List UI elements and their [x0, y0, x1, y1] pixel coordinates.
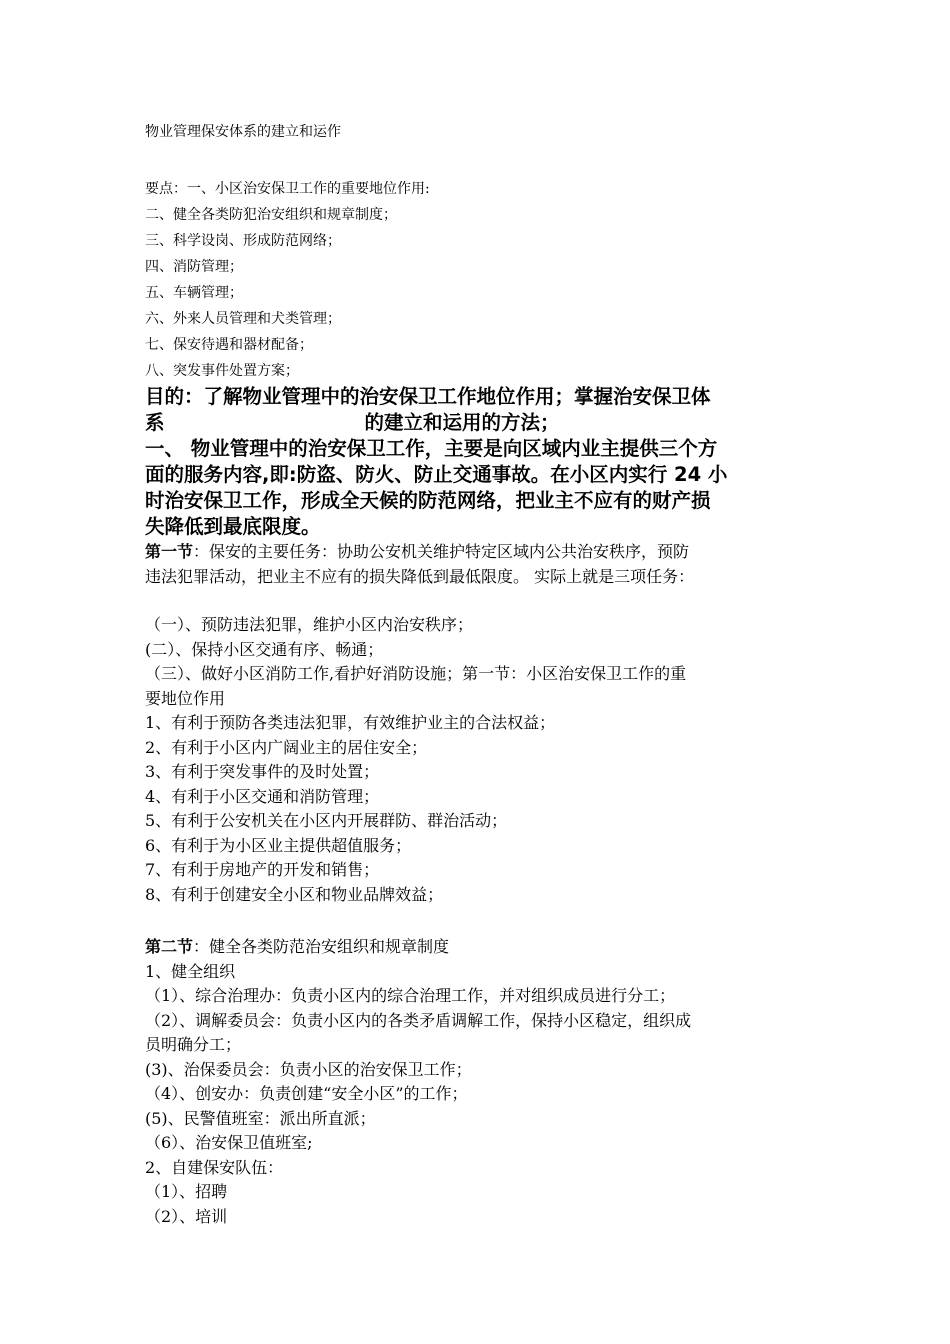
purpose-line: 目的：了解物业管理中的治安保卫工作地位作用；掌握治安保卫体: [145, 385, 711, 408]
key-point: 五、车辆管理；: [145, 285, 243, 301]
document-content: [145, 122, 810, 1229]
benefit-item: 6、有利于为小区业主提供超值服务；: [145, 835, 412, 855]
purpose-line-right: 的建立和运用的方法；: [364, 411, 560, 434]
section-1-line: 违法犯罪活动，把业主不应有的损失降低到最低限度。 实际上就是三项任务：: [145, 566, 695, 586]
purpose-paragraph: [145, 384, 810, 436]
section-2-label: 第二节: [145, 937, 194, 956]
section-one-paragraph: [145, 436, 810, 540]
blank-line: [145, 589, 810, 613]
task-item: （一）、预防违法犯罪，维护小区内治安秩序；: [145, 615, 474, 634]
section-1-line: [145, 540, 810, 565]
task-item: （三）、做好小区消防工作,看护好消防设施；第一节：小区治安保卫工作的重: [145, 664, 687, 683]
purpose-line: [145, 410, 810, 436]
section-one-line: 失降低到最底限度。: [145, 515, 321, 538]
key-point: 三、科学设岗、形成防范网络；: [145, 233, 341, 249]
section-2-line: （2）、培训: [145, 1206, 228, 1226]
section-1-label: 第一节: [145, 542, 194, 561]
benefit-item: 5、有利于公安机关在小区内开展群防、群治活动；: [145, 811, 508, 830]
purpose-line-left: 系: [145, 411, 165, 434]
section-2-line: (5)、民警值班室：派出所直派；: [145, 1108, 376, 1128]
task-item: 要地位作用: [145, 688, 226, 708]
key-point: 二、健全各类防犯治安组织和规章制度；: [145, 207, 397, 223]
section-2-heading: [145, 935, 810, 960]
section-2-line: 2、自建保安队伍：: [145, 1157, 284, 1177]
benefit-item: 8、有利于创建安全小区和物业品牌效益；: [145, 884, 444, 904]
key-point: 四、消防管理；: [145, 259, 243, 275]
section-2-line: （1）、综合治理办：负责小区内的综合治理工作，并对组织成员进行分工；: [145, 986, 676, 1005]
blank-line: [145, 907, 810, 935]
key-points-list: [145, 176, 810, 384]
section-2-line: （2）、调解委员会：负责小区内的各类矛盾调解工作，保持小区稳定，组织成: [145, 1010, 692, 1030]
key-point: 要点：一、小区治安保卫工作的重要地位作用:: [145, 181, 430, 197]
key-point: 六、外来人员管理和犬类管理；: [145, 311, 341, 327]
section-2-line: 1、健全组织: [145, 961, 236, 981]
section-2-heading-text: ：健全各类防范治安组织和规章制度: [193, 937, 450, 956]
benefit-item: 4、有利于小区交通和消防管理；: [145, 786, 380, 806]
section-one-line: 面的服务内容,即:防盗、防火、防止交通事故。在小区内实行 24 小: [145, 463, 728, 486]
key-point: 七、保安待遇和器材配备；: [145, 337, 313, 353]
section-1-text: ：保安的主要任务：协助公安机关维护特定区域内公共治安秩序，预防: [193, 542, 690, 561]
key-point: 八、突发事件处置方案；: [145, 363, 299, 379]
section-2-line: （1）、招聘: [145, 1182, 228, 1201]
benefit-item: 1、有利于预防各类违法犯罪，有效维护业主的合法权益；: [145, 713, 556, 732]
benefit-item: 3、有利于突发事件的及时处置；: [145, 762, 380, 781]
section-2-line: （6）、治安保卫值班室;: [145, 1133, 313, 1152]
section-2-line: (3)、治保委员会：负责小区的治安保卫工作；: [145, 1059, 472, 1079]
section-one-line: 一、 物业管理中的治安保卫工作，主要是向区域内业主提供三个方: [145, 437, 718, 460]
section-one-line: 时治安保卫工作，形成全天候的防范网络，把业主不应有的财产损: [145, 489, 711, 512]
benefit-item: 2、有利于小区内广阔业主的居住安全；: [145, 737, 428, 757]
document-title: 物业管理保安体系的建立和运作: [145, 124, 341, 140]
benefit-item: 7、有利于房地产的开发和销售；: [145, 860, 380, 879]
section-2-line: 员明确分工；: [145, 1035, 242, 1054]
task-item: (二）、保持小区交通有序、畅通；: [145, 639, 384, 659]
section-2-line: （4）、创安办：负责创建“安全小区”的工作；: [145, 1084, 468, 1103]
section-2-paragraph: [145, 935, 810, 1229]
section-1-paragraph: [145, 540, 810, 935]
